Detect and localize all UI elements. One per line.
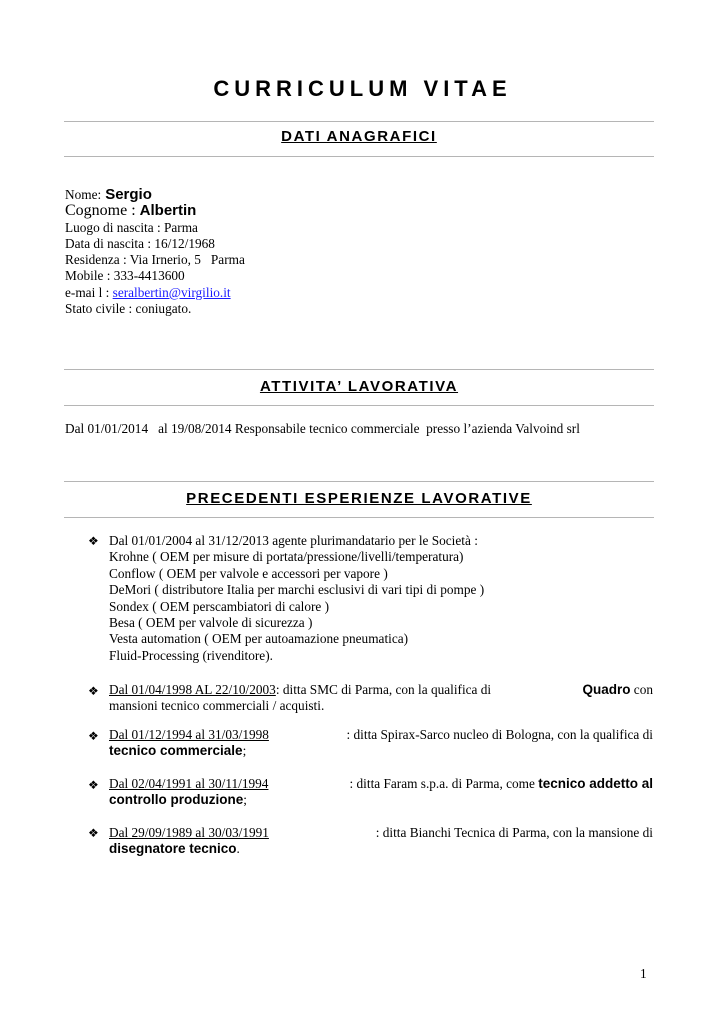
experience-4-text: : ditta Faram s.p.a. di Parma, come [349,776,535,791]
experience-3-role: tecnico commerciale [109,743,243,759]
experience-5-date: Dal 29/09/1989 al 30/03/1991 [109,825,269,840]
current-job: Dal 01/01/2014 al 19/08/2014 Responsabile tecnico commerciale presso l’azienda Valvoind srl [65,421,580,436]
document-title: CURRICULUM VITAE [213,76,512,101]
experience-2-line-1 [109,682,653,698]
experience-4-line-1 [109,776,653,792]
email-link[interactable]: seralbertin@virgilio.it [112,284,231,300]
birthplace: Luogo di nascita : Parma [65,219,198,235]
section-heading-precedenti: PRECEDENTI ESPERIENZE LAVORATIVE [186,490,532,507]
marital-status: Stato civile : coniugato. [65,301,192,317]
experience-4-end: ; [243,792,247,808]
experience-2 [109,682,653,715]
bullet-icon: ❖ [88,534,99,548]
section-heading-anagrafica: DATI ANAGRAFICI [281,128,437,145]
experience-3 [109,727,653,760]
divider [64,481,654,482]
experience-3-text: : ditta Spirax-Sarco nucleo di Bologna, con la qualifica di [346,727,653,742]
surname-label: Cognome : [65,202,136,220]
experience-1 [109,533,653,664]
personal-data [65,187,245,317]
experience-5 [109,825,653,858]
experience-3-line-2 [109,743,653,759]
experience-5-line-2 [109,841,653,857]
divider [64,405,654,406]
divider [64,156,654,157]
experience-5-text: : ditta Bianchi Tecnica di Parma, con la mansione di [375,825,653,840]
experience-2-after: con [633,682,653,697]
experience-4-role-1: tecnico addetto al [538,776,653,791]
list-item: Fluid-Processing (rivenditore). [109,647,273,663]
experience-5-line-1 [109,825,653,841]
name-label: Nome: [65,187,102,202]
experience-3-line-1 [109,727,653,743]
surname-row [65,203,245,219]
email-row [65,285,245,301]
bullet-icon: ❖ [88,684,99,698]
bullet-icon: ❖ [88,826,99,840]
surname: Albertin [139,202,197,220]
list-item: Conflow ( OEM per valvole e accessori per vapore ) [109,565,388,581]
experience-5-end: . [236,841,240,857]
experience-2-text: : ditta SMC di Parma, con la qualifica di [275,682,492,697]
experience-4-line-2 [109,792,653,808]
experience-2-role: Quadro [582,682,631,697]
divider [64,121,654,122]
bullet-icon: ❖ [88,778,99,792]
residence: Residenza : Via Irnerio, 5 Parma [65,252,245,268]
experience-4-role-2: controllo produzione [109,792,244,808]
name-row [65,187,245,203]
bullet-icon: ❖ [88,729,99,743]
experience-5-role: disegnatore tecnico [109,841,237,857]
mobile: Mobile : 333-4413600 [65,268,185,284]
experience-3-date: Dal 01/12/1994 al 31/03/1998 [109,727,269,742]
page-number: 1 [640,966,647,981]
list-item: DeMori ( distributore Italia per marchi esclusivi di vari tipi di pompe ) [109,582,485,598]
experience-2-date: Dal 01/04/1998 AL 22/10/2003 [109,682,276,697]
birthdate: Data di nascita : 16/12/1968 [65,235,215,251]
first-name: Sergio [105,186,152,203]
experience-4-date: Dal 02/04/1991 al 30/11/1994 [109,776,269,791]
list-item: Besa ( OEM per valvole di sicurezza ) [109,615,313,631]
list-item: Krohne ( OEM per misure di portata/pressione/livelli/temperatura) [109,549,464,565]
experience-4 [109,776,653,809]
section-heading-attivita: ATTIVITA’ LAVORATIVA [259,378,459,395]
experience-3-end: ; [242,743,247,759]
list-item: Sondex ( OEM perscambiatori di calore ) [109,598,330,614]
email-label: e-mai l : [65,284,110,300]
divider [64,369,654,370]
list-item: Vesta automation ( OEM per autoamazione pneumatica) [109,631,409,647]
divider [64,517,654,518]
experience-1-intro: Dal 01/01/2004 al 31/12/2013 agente plurimandatario per le Società : [109,533,478,548]
experience-2-line-2: mansioni tecnico commerciali / acquisti. [109,698,325,714]
